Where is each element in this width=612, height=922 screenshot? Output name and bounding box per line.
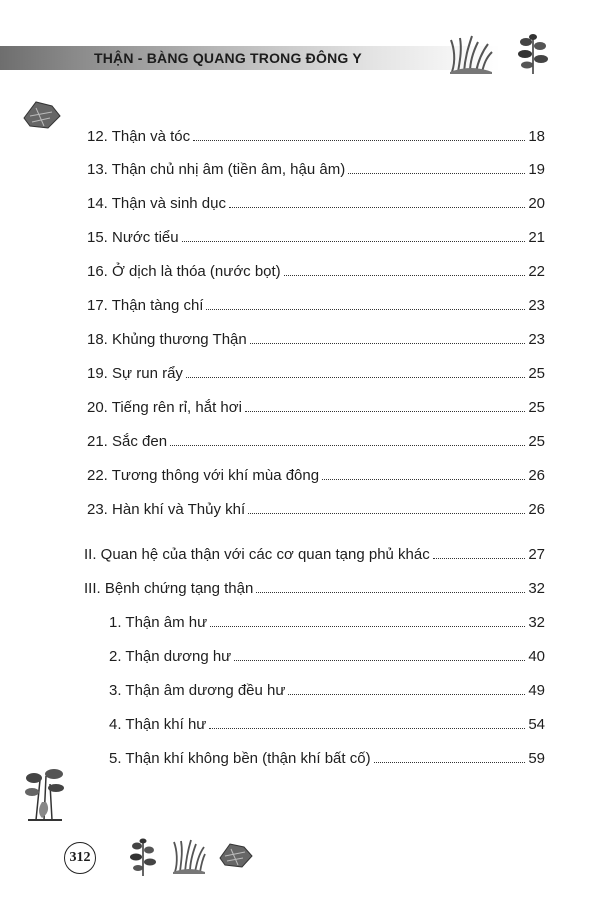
dot-leader	[206, 309, 525, 310]
toc-entry-title: 21. Sắc đen	[87, 433, 168, 450]
toc-entry-page: 25	[528, 365, 545, 382]
toc-subentry	[109, 715, 545, 735]
toc-subentry	[109, 613, 545, 633]
dot-leader	[210, 626, 525, 627]
toc-entry-page: 32	[528, 580, 545, 597]
dot-leader	[250, 343, 526, 344]
toc-entry	[87, 296, 545, 316]
toc-entry-title: 5. Thận khí không bền (thận khí bất cố)	[109, 750, 371, 767]
root-slices-icon	[22, 98, 62, 132]
root-slices-icon	[218, 840, 254, 870]
herb-bundle-icon	[22, 762, 68, 822]
toc-entry-title: 18. Khủng thương Thận	[87, 331, 247, 348]
dot-leader	[170, 445, 525, 446]
toc-entry	[87, 194, 545, 214]
dot-leader	[229, 207, 525, 208]
toc-entry-page: 54	[528, 716, 545, 733]
toc-entry	[87, 432, 545, 452]
toc-entry	[87, 160, 545, 180]
toc-entry-title: 19. Sự run rẩy	[87, 365, 183, 382]
dot-leader	[182, 241, 526, 242]
toc-entry-title: 13. Thận chủ nhị âm (tiền âm, hậu âm)	[87, 161, 346, 178]
dot-leader	[234, 660, 525, 661]
toc-entry-title: 1. Thận âm hư	[109, 614, 208, 631]
page-number: 312	[64, 842, 96, 874]
herb-plant-icon	[516, 32, 550, 74]
toc-entry-title: 4. Thận khí hư	[109, 716, 207, 733]
toc-entry-page: 27	[528, 546, 545, 563]
toc-entry-page: 26	[528, 501, 545, 518]
dot-leader	[209, 728, 525, 729]
toc-entry	[87, 228, 545, 248]
toc-entry-title: 16. Ở dịch là thóa (nước bọt)	[87, 263, 281, 280]
toc-entry-page: 23	[528, 331, 545, 348]
toc-entry-title: 2. Thận dương hư	[109, 648, 232, 665]
dot-leader	[374, 762, 526, 763]
toc-entry-title: 15. Nước tiểu	[87, 229, 179, 246]
toc-section-title: III. Bệnh chứng tạng thận	[84, 580, 254, 597]
grass-icon	[448, 34, 494, 74]
dot-leader	[348, 173, 525, 174]
toc-entry-title: 20. Tiếng rên rỉ, hắt hơi	[87, 399, 242, 416]
toc-entry-page: 21	[528, 229, 545, 246]
toc-entry-page: 20	[528, 195, 545, 212]
toc-entry-title: 12. Thận và tóc	[87, 128, 191, 145]
toc-entry-title: 17. Thận tàng chí	[87, 297, 204, 314]
toc-section	[84, 545, 545, 565]
toc-entry	[87, 330, 545, 350]
dot-leader	[433, 558, 526, 559]
dot-leader	[322, 479, 525, 480]
toc-entry-title: 3. Thận âm dương đều hư	[109, 682, 286, 699]
toc-entry-title: 23. Hàn khí và Thủy khí	[87, 501, 246, 518]
toc-entry-page: 26	[528, 467, 545, 484]
toc-entry	[87, 364, 545, 384]
dot-leader	[248, 513, 525, 514]
dot-leader	[186, 377, 525, 378]
toc-section-title: II. Quan hệ của thận với các cơ quan tạng phủ khác	[84, 546, 430, 563]
toc-subentry	[109, 681, 545, 701]
toc-entry-title: 22. Tương thông với khí mùa đông	[87, 467, 320, 484]
toc-entry-page: 32	[528, 614, 545, 631]
toc-entry-page: 18	[528, 128, 545, 145]
toc-entry-page: 59	[528, 750, 545, 767]
toc-entry	[87, 466, 545, 486]
dot-leader	[256, 592, 525, 593]
toc-entry-page: 25	[528, 433, 545, 450]
toc-entry-page: 19	[528, 161, 545, 178]
toc-entry-page: 25	[528, 399, 545, 416]
toc-entry	[87, 262, 545, 282]
herb-plant-icon	[128, 836, 158, 876]
dot-leader	[288, 694, 525, 695]
toc-entry-page: 49	[528, 682, 545, 699]
toc-entry-title: 14. Thận và sinh dục	[87, 195, 226, 212]
toc-entry	[87, 398, 545, 418]
running-header-title: THẬN - BÀNG QUANG TRONG ĐÔNG Y	[94, 50, 362, 66]
toc-subentry	[109, 749, 545, 769]
toc-entry	[87, 500, 545, 520]
dot-leader	[245, 411, 525, 412]
dot-leader	[193, 140, 525, 141]
dot-leader	[284, 275, 526, 276]
toc-entry-page: 22	[528, 263, 545, 280]
toc-entry-page: 23	[528, 297, 545, 314]
toc-section	[84, 579, 545, 599]
toc-entry	[87, 127, 545, 147]
toc-entry-page: 40	[528, 648, 545, 665]
grass-icon	[172, 838, 206, 874]
toc-subentry	[109, 647, 545, 667]
